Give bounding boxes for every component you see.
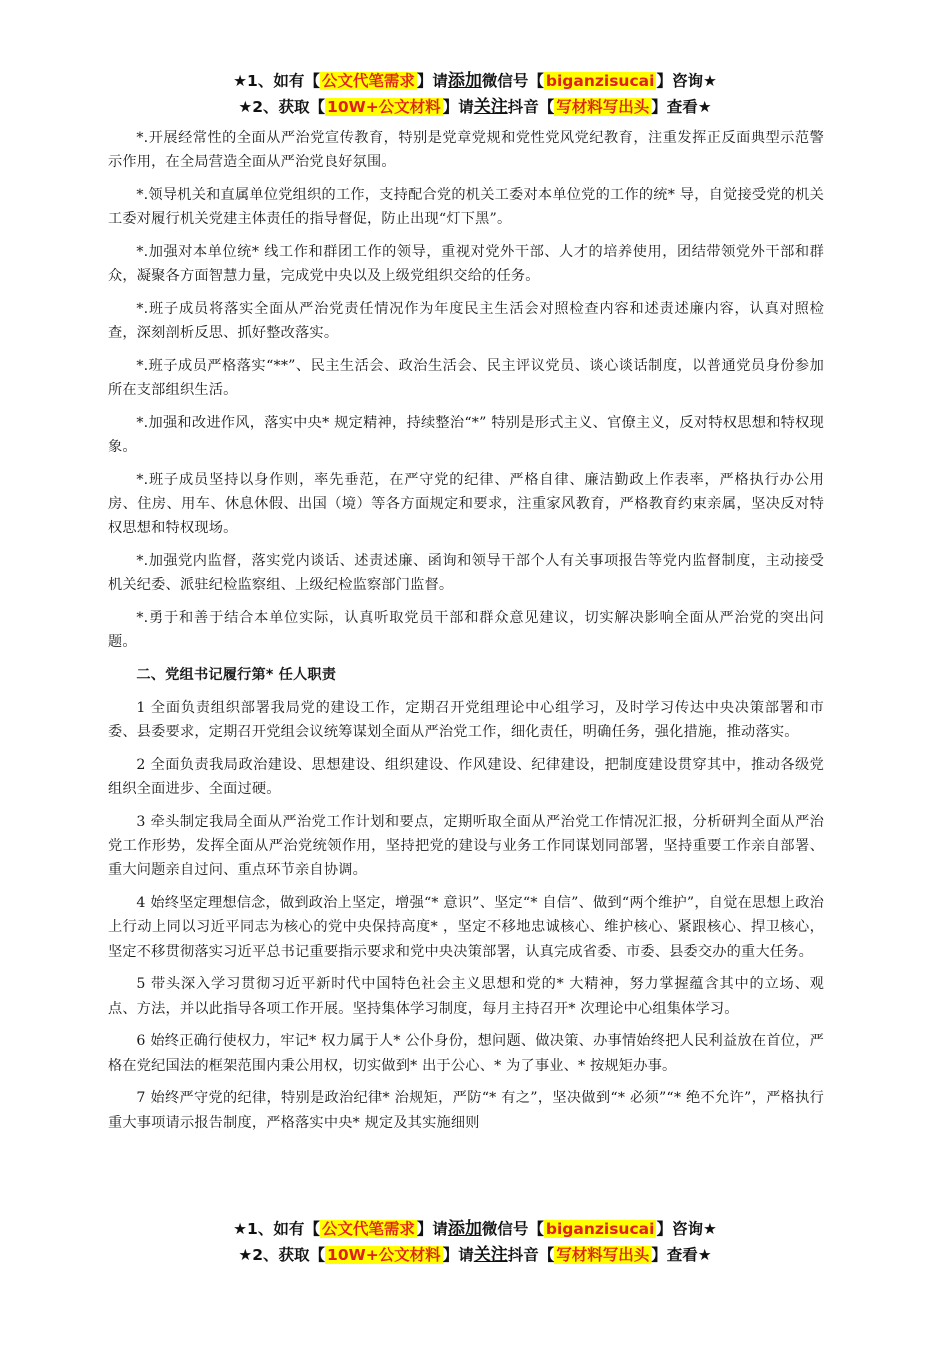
highlight-service: 公文代笔需求 — [321, 72, 415, 90]
document-body — [108, 126, 824, 1143]
paragraph: *.加强党内监督，落实党内谈话、述责述廉、函询和领导干部个人有关事项报告等党内监督制度，主动接受机关纪委、派驻纪检监察组、上级纪检监察部门监督。 — [108, 553, 824, 594]
highlight-douyin: 写材料写出头 — [556, 98, 650, 116]
underlined-follow: 关注 — [473, 97, 508, 117]
paragraph: 6 始终正确行使权力，牢记* 权力属于人* 公仆身份，想问题、做决策、办事情始终把人民利益放在首位，严格在党纪国法的框架范围内秉公用权，切实做到* 出于公心、* 为了事业、* 按规矩办事。 — [108, 1033, 824, 1074]
banner-line-2: ★2、获取【 10W+公文材料 】请关注抖音【 写材料写出头 】查看★ — [238, 97, 712, 117]
paragraph: *.勇于和善于结合本单位实际，认真听取党员干部和群众意见建议，切实解决影响全面从严治党的突出问题。 — [108, 610, 824, 651]
highlight-service: 公文代笔需求 — [321, 1220, 415, 1238]
paragraph: *.班子成员将落实全面从严治党责任情况作为年度民主生活会对照检查内容和述责述廉内容，认真对照检查，深刻剖析反思、抓好整改落实。 — [108, 301, 824, 342]
paragraph: *.班子成员坚持以身作则，率先垂范，在严守党的纪律、严格自律、廉洁勤政上作表率，严格执行办公用房、住房、用车、休息休假、出国（境）等各方面规定和要求，注重家风教育，严格教育约束亲属，坚决反对特权思想和特权现场。 — [108, 472, 824, 537]
bottom-banner — [0, 1216, 950, 1268]
highlight-wechat-id: biganzisucai — [545, 72, 655, 90]
section-heading: 二、党组书记履行第* 任人职责 — [136, 667, 337, 684]
underlined-add: 添加 — [447, 71, 482, 91]
paragraph: 3 牵头制定我局全面从严治党工作计划和要点，定期听取全面从严治党工作情况汇报，分析研判全面从严治党工作形势，发挥全面从严治党统领作用，坚持把党的建设与业务工作同谋划同部署，坚持重要工作亲自部署、重大问题亲自过问、重点环节亲自协调。 — [108, 814, 824, 879]
paragraph: 7 始终严守党的纪律，特别是政治纪律* 治规矩，严防“* 有之”，坚决做到“* 必须”“* 绝不允许”，严格执行重大事项请示报告制度，严格落实中央* 规定及其实施细则 — [108, 1090, 824, 1131]
underlined-follow: 关注 — [473, 1245, 508, 1265]
highlight-douyin: 写材料写出头 — [556, 1246, 650, 1264]
highlight-materials: 10W+公文材料 — [327, 98, 441, 116]
paragraph: *.开展经常性的全面从严治党宣传教育，特别是党章党规和党性党风党纪教育，注重发挥正反面典型示范警示作用，在全局营造全面从严治党良好氛围。 — [108, 130, 824, 171]
paragraph: *.班子成员严格落实“**”、民主生活会、政治生活会、民主评议党员、谈心谈话制度，以普通党员身份参加所在支部组织生活。 — [108, 358, 824, 399]
paragraph: *.领导机关和直属单位党组织的工作，支持配合党的机关工委对本单位党的工作的统* 导，自觉接受党的机关工委对履行机关党建主体责任的指导督促，防止出现“灯下黑”。 — [108, 187, 824, 228]
highlight-materials: 10W+公文材料 — [327, 1246, 441, 1264]
top-banner — [0, 68, 950, 120]
paragraph: *.加强和改进作风，落实中央* 规定精神，持续整治“*” 特别是形式主义、官僚主义，反对特权思想和特权现象。 — [108, 415, 824, 456]
banner-line-2: ★2、获取【 10W+公文材料 】请关注抖音【 写材料写出头 】查看★ — [238, 1245, 712, 1265]
paragraph: 5 带头深入学习贯彻习近平新时代中国特色社会主义思想和党的* 大精神，努力掌握蕴含其中的立场、观点、方法，并以此指导各项工作开展。坚持集体学习制度，每月主持召开* 次理论中心组集体学习。 — [108, 976, 824, 1017]
highlight-wechat-id: biganzisucai — [545, 1220, 655, 1238]
paragraph: 1 全面负责组织部署我局党的建设工作，定期召开党组理论中心组学习，及时学习传达中央决策部署和市委、县委要求，定期召开党组会议统筹谋划全面从严治党工作，细化责任，明确任务，强化措施，推动落实。 — [108, 700, 824, 741]
paragraph: 2 全面负责我局政治建设、思想建设、组织建设、作风建设、纪律建设，把制度建设贯穿其中，推动各级党组织全面进步、全面过硬。 — [108, 757, 824, 798]
paragraph: 4 始终坚定理想信念，做到政治上坚定，增强“* 意识”、坚定“* 自信”、做到“两个维护”，自觉在思想上政治上行动上同以习近平同志为核心的党中央保持高度* ，坚定不移地忠诚核心、维护核心、紧跟核心、捍卫核心，坚定不移贯彻落实习近平总书记重要指示要求和党中央决策部署，认真完成省委、市委、县委交办的重大任务。 — [108, 895, 824, 960]
banner-line-1: ★1、如有【 公文代笔需求 】请添加微信号【 biganzisucai 】咨询★ — [233, 71, 717, 91]
paragraph: *.加强对本单位统* 线工作和群团工作的领导，重视对党外干部、人才的培养使用，团结带领党外干部和群众，凝聚各方面智慧力量，完成党中央以及上级党组织交给的任务。 — [108, 244, 824, 285]
banner-line-1: ★1、如有【 公文代笔需求 】请添加微信号【 biganzisucai 】咨询★ — [233, 1219, 717, 1239]
underlined-add: 添加 — [447, 1219, 482, 1239]
